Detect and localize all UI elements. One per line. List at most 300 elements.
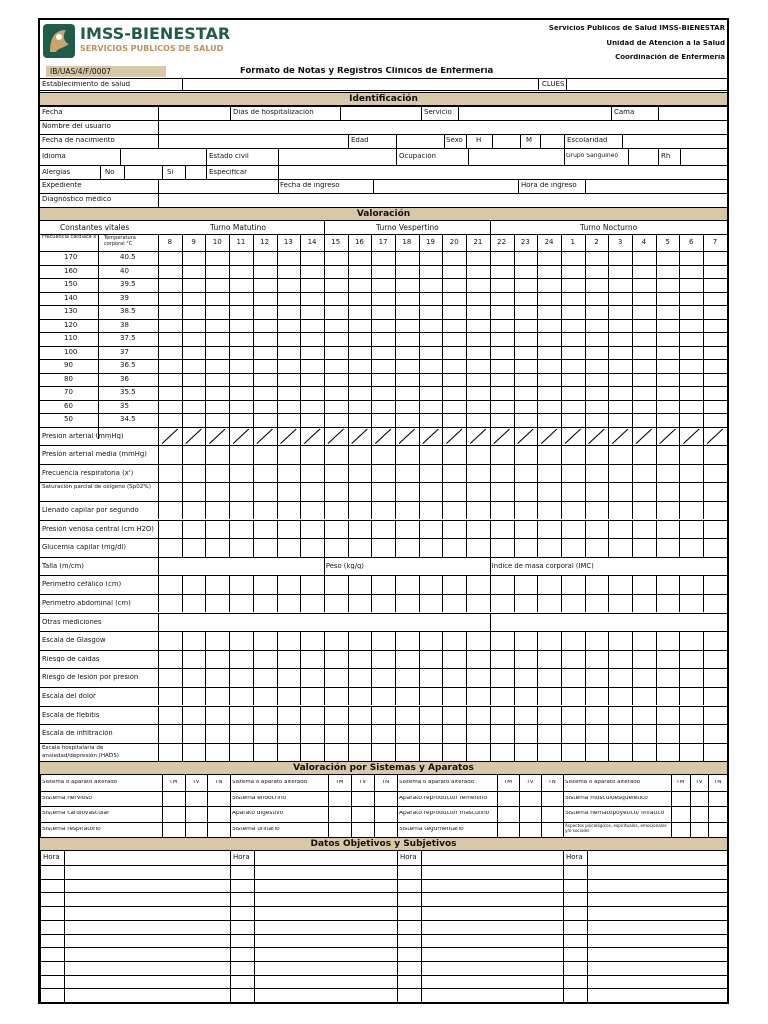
rule-line (324, 445, 325, 464)
logo-title: IMSS-BIENESTAR (80, 26, 231, 42)
rule-line (632, 668, 633, 687)
grupo-input[interactable] (630, 149, 656, 164)
temp-value-37: 37 (120, 348, 129, 356)
rule-line (727, 501, 728, 520)
shift-tv-0: TV (192, 780, 200, 786)
rule-line (608, 687, 609, 706)
rule-line (300, 650, 301, 669)
rule-line (490, 706, 491, 725)
rule-line (229, 668, 230, 687)
rule-line (703, 538, 704, 557)
rule-line (253, 464, 254, 483)
rule-line (158, 743, 159, 762)
rule-line (490, 221, 491, 234)
rule-line (395, 234, 396, 427)
rule-line (253, 687, 254, 706)
rule-line (371, 234, 372, 427)
hour-17: 17 (378, 239, 388, 246)
rule-line (300, 575, 301, 594)
rule-line (374, 775, 375, 837)
rule-line (351, 775, 352, 837)
hour-2: 2 (594, 239, 599, 246)
rule-line (490, 650, 491, 669)
rule-line (537, 538, 538, 557)
hour-16: 16 (354, 239, 364, 246)
fc-value-120: 120 (64, 321, 78, 329)
rule-line (158, 594, 159, 613)
rule-line (656, 668, 657, 687)
rule-line (371, 743, 372, 762)
rule-line (185, 165, 186, 179)
rule-line (444, 134, 445, 148)
rule-line (324, 706, 325, 725)
shift-tv-3: TV (695, 780, 703, 786)
rule-line (466, 706, 467, 725)
hour-1: 1 (570, 239, 575, 246)
temp-value-39: 39 (120, 294, 129, 302)
rule-line (679, 464, 680, 483)
rule-line (324, 575, 325, 594)
param-row-label-17: Escala hospitalaria de ansiedad/depresión (HADS) (42, 744, 119, 759)
ocupacion-input[interactable] (470, 149, 562, 164)
rule-line (727, 650, 728, 669)
rule-line (40, 251, 727, 252)
rule-line (490, 613, 491, 632)
hour-23: 23 (520, 239, 530, 246)
param-row-label-8: Perímetro cefálico (cm) (42, 581, 122, 589)
rule-line (703, 482, 704, 501)
rule-line (371, 538, 372, 557)
rule-line (514, 594, 515, 613)
doc-code: IB/UAS/4/F/0007 (50, 68, 112, 76)
nombre-label: Nombre del usuario (42, 123, 111, 130)
rule-line (679, 575, 680, 594)
rule-line (442, 445, 443, 464)
rule-line (466, 668, 467, 687)
rule-line (182, 594, 183, 613)
rule-line (300, 724, 301, 743)
rule-line (324, 482, 325, 501)
rule-line (40, 90, 727, 91)
idioma-label: Idioma (42, 153, 66, 160)
rule-line (658, 148, 659, 165)
alergias-no-box[interactable] (126, 166, 160, 178)
rule-line (348, 706, 349, 725)
rule-line (182, 724, 183, 743)
param-row-label-12: Riesgo de caídas (42, 655, 100, 663)
rule-line (300, 743, 301, 762)
rule-line (514, 650, 515, 669)
hour-5: 5 (665, 239, 670, 246)
hour-9: 9 (191, 239, 196, 246)
rule-line (727, 538, 728, 557)
hora-label-2: Hora (400, 854, 417, 862)
rule-line (727, 520, 728, 539)
rule-line (206, 148, 207, 165)
rule-line (703, 501, 704, 520)
rule-line (442, 594, 443, 613)
bp-slash-row (158, 427, 727, 446)
rule-line (419, 501, 420, 520)
rule-line (158, 557, 159, 576)
dias-hosp-input[interactable] (342, 107, 419, 119)
fecha-input[interactable] (160, 107, 228, 119)
param-row-label-10: Otras mediciones (42, 618, 102, 626)
fc-header: Frecuencia cardiaca x' (42, 235, 98, 240)
rule-line (537, 743, 538, 762)
rule-line (537, 687, 538, 706)
rule-line (277, 743, 278, 762)
org-line-2: Unidad de Atención a la Salud (606, 40, 725, 47)
sistema-header-0: Sistema o aparato alterado (42, 780, 118, 786)
rule-line (632, 631, 633, 650)
rule-line (300, 706, 301, 725)
rule-line (395, 501, 396, 520)
rule-line (205, 464, 206, 483)
nursing-form-page (38, 18, 729, 1004)
rule-line (253, 650, 254, 669)
rule-line (230, 851, 231, 1002)
rule-line (490, 464, 491, 483)
shift-tn-1: TN (381, 780, 390, 786)
rule-line (419, 687, 420, 706)
rule-line (277, 464, 278, 483)
rule-line (300, 464, 301, 483)
escolaridad-label: Escolaridad (567, 137, 608, 144)
rh-input[interactable] (682, 149, 725, 164)
rule-line (421, 851, 422, 1002)
rule-line (442, 687, 443, 706)
rule-line (608, 650, 609, 669)
sistema-header-1: Sistema o aparato alterado (232, 780, 308, 786)
datos-row-line (40, 975, 727, 976)
rule-line (182, 650, 183, 669)
rule-line (490, 501, 491, 520)
bp-slash (328, 429, 344, 444)
temp-value-34.5: 34.5 (120, 416, 136, 423)
rule-line (622, 134, 623, 148)
hour-11: 11 (236, 239, 246, 246)
rule-line (253, 575, 254, 594)
rule-line (466, 501, 467, 520)
rule-line (656, 650, 657, 669)
rule-line (490, 724, 491, 743)
rule-line (632, 687, 633, 706)
bp-slash (257, 429, 273, 444)
rule-line (703, 575, 704, 594)
fc-value-160: 160 (64, 267, 78, 275)
rule-line (656, 724, 657, 743)
param-row-line (40, 594, 727, 595)
hour-14: 14 (307, 239, 317, 246)
rule-line (253, 538, 254, 557)
rule-line (277, 482, 278, 501)
sistema-label-0-0: Sistema nervioso (42, 795, 92, 801)
rule-line (703, 464, 704, 483)
rule-line (229, 631, 230, 650)
bp-slash (612, 429, 628, 444)
hora-ingreso-input[interactable] (587, 180, 725, 192)
rule-line (421, 106, 422, 120)
bp-slash (636, 429, 652, 444)
rule-line (656, 743, 657, 762)
rule-line (348, 687, 349, 706)
rule-line (442, 234, 443, 427)
rule-line (348, 650, 349, 669)
fc-value-140: 140 (64, 294, 78, 302)
rule-line (395, 687, 396, 706)
valoracion-band (40, 207, 727, 221)
establishment-input[interactable] (185, 79, 535, 89)
bp-slash (683, 429, 699, 444)
rule-line (656, 445, 657, 464)
param-row-line (40, 575, 727, 576)
hour-20: 20 (449, 239, 459, 246)
rule-line (419, 650, 420, 669)
rule-line (40, 346, 727, 347)
rule-line (680, 148, 681, 165)
fecha-ingreso-input[interactable] (375, 180, 515, 192)
rule-line (561, 482, 562, 501)
rule-line (230, 106, 231, 120)
bp-slash (233, 429, 249, 444)
hour-10: 10 (212, 239, 222, 246)
rule-line (396, 134, 397, 148)
sistema-label-0-1: Sistema cardiovascular (42, 811, 110, 817)
rule-line (182, 482, 183, 501)
rule-line (419, 482, 420, 501)
rule-line (158, 234, 159, 427)
hora-label-3: Hora (566, 854, 583, 862)
param-row-line (40, 501, 727, 502)
rule-line (253, 724, 254, 743)
rule-line (442, 520, 443, 539)
rule-line (348, 575, 349, 594)
rule-line (205, 445, 206, 464)
rule-line (492, 134, 493, 148)
rule-line (656, 575, 657, 594)
param-row-line (40, 538, 727, 539)
rule-line (466, 594, 467, 613)
rule-line (230, 775, 231, 837)
rule-line (628, 148, 629, 165)
edad-input[interactable] (398, 135, 442, 147)
especificar-label: Especificar (209, 169, 248, 176)
rule-line (348, 520, 349, 539)
hour-13: 13 (283, 239, 293, 246)
rule-line (40, 373, 727, 374)
rule-line (656, 234, 657, 427)
param-row-label-1: Presión arterial media (mmHg) (42, 451, 147, 458)
hour-18: 18 (402, 239, 412, 246)
rule-line (419, 724, 420, 743)
rule-line (182, 520, 183, 539)
rule-line (679, 743, 680, 762)
rule-line (205, 743, 206, 762)
especificar-input[interactable] (280, 166, 725, 178)
bp-slash (470, 429, 486, 444)
param-row-label-5: Presión venosa central (cm H2O) (42, 525, 154, 533)
rule-line (490, 482, 491, 501)
rule-line (207, 775, 208, 837)
expediente-input[interactable] (160, 180, 275, 192)
rule-line (537, 575, 538, 594)
rule-line (540, 134, 541, 148)
temp-value-39.5: 39.5 (120, 281, 136, 288)
establishment-label: Establecimiento de salud (42, 81, 131, 88)
rule-line (679, 538, 680, 557)
rule-line (727, 482, 728, 501)
rule-line (158, 520, 159, 539)
rule-line (561, 464, 562, 483)
rule-line (254, 851, 255, 1002)
rule-line (324, 501, 325, 520)
rule-line (158, 193, 159, 207)
rule-line (205, 668, 206, 687)
rule-line (679, 234, 680, 427)
rule-line (497, 775, 498, 837)
rule-line (468, 148, 469, 165)
peso-label: Peso (kg/g) (325, 562, 364, 570)
rule-line (229, 724, 230, 743)
rule-line (277, 575, 278, 594)
fecha-nac-label: Fecha de nacimiento (42, 137, 115, 144)
identification-band-title: Identificación (349, 94, 418, 104)
rule-line (585, 464, 586, 483)
fecha-nac-input[interactable] (160, 135, 345, 147)
bp-slash (565, 429, 581, 444)
sexo-m-box[interactable] (542, 135, 562, 147)
rule-line (561, 743, 562, 762)
sistema-label-1-0: Sistema endócrino (232, 795, 287, 801)
escolaridad-input[interactable] (624, 135, 725, 147)
rule-line (229, 706, 230, 725)
rule-line (253, 743, 254, 762)
servicio-input[interactable] (460, 107, 608, 119)
rule-line (608, 464, 609, 483)
expediente-label: Expediente (42, 182, 82, 189)
rule-line (324, 650, 325, 669)
sistema-header-3: Sistema o aparato alterado (565, 780, 641, 786)
idioma-input[interactable] (122, 149, 204, 164)
rule-line (300, 445, 301, 464)
rule-line (277, 594, 278, 613)
datos-row-line (40, 892, 727, 893)
turno-matutino-label: Turno Matutino (210, 224, 267, 232)
temp-value-40: 40 (120, 267, 129, 275)
rule-line (205, 687, 206, 706)
param-row-line (40, 557, 727, 558)
rule-line (158, 706, 159, 725)
rule-line (561, 501, 562, 520)
rule-line (466, 445, 467, 464)
rule-line (158, 687, 159, 706)
fc-value-150: 150 (64, 281, 78, 288)
rule-line (585, 668, 586, 687)
rule-line (632, 445, 633, 464)
param-row-line (40, 445, 727, 446)
rule-line (205, 520, 206, 539)
rule-line (324, 594, 325, 613)
rule-line (490, 575, 491, 594)
datos-row-line (40, 879, 727, 880)
rule-line (229, 501, 230, 520)
rule-line (419, 594, 420, 613)
rule-line (514, 631, 515, 650)
dias-hosp-label: Días de hospitalización (233, 109, 314, 116)
rule-line (679, 445, 680, 464)
rule-line (537, 464, 538, 483)
rule-line (40, 806, 727, 807)
rule-line (300, 687, 301, 706)
rule-line (278, 179, 279, 193)
rule-line (371, 631, 372, 650)
rule-line (40, 775, 41, 837)
rule-line (419, 464, 420, 483)
estado-civil-input[interactable] (280, 149, 394, 164)
rule-line (632, 482, 633, 501)
datos-band (40, 837, 727, 851)
rule-line (671, 775, 672, 837)
rule-line (40, 332, 727, 333)
rule-line (727, 594, 728, 613)
rule-line (182, 687, 183, 706)
rule-line (324, 538, 325, 557)
rule-line (182, 464, 183, 483)
rule-line (395, 464, 396, 483)
rule-line (585, 234, 586, 427)
rule-line (371, 650, 372, 669)
temp-value-40.5: 40.5 (120, 254, 136, 261)
clues-input[interactable] (570, 79, 725, 89)
rule-line (585, 575, 586, 594)
diagnostico-input[interactable] (160, 194, 725, 206)
rule-line (466, 687, 467, 706)
rule-line (442, 706, 443, 725)
rule-line (442, 538, 443, 557)
shift-tm-1: TM (335, 780, 344, 786)
nombre-input[interactable] (160, 121, 725, 133)
rule-line (205, 538, 206, 557)
rule-line (537, 594, 538, 613)
rule-line (229, 464, 230, 483)
fc-value-90: 90 (64, 362, 73, 369)
edad-label: Edad (351, 137, 369, 144)
rule-line (679, 594, 680, 613)
rule-line (561, 706, 562, 725)
alergias-si-box[interactable] (187, 166, 204, 178)
param-row-label-11: Escala de Glasgow (42, 637, 106, 644)
rule-line (442, 501, 443, 520)
rule-line (158, 464, 159, 483)
param-row-label-16: Escala de infiltración (42, 730, 113, 737)
rule-line (520, 134, 521, 148)
rule-line (371, 706, 372, 725)
rule-line (162, 775, 163, 837)
sexo-h-box[interactable] (494, 135, 518, 147)
hora-ingreso-label: Hora de ingreso (521, 182, 577, 189)
rule-line (679, 631, 680, 650)
rule-line (300, 482, 301, 501)
rule-line (229, 743, 230, 762)
rule-line (656, 706, 657, 725)
rule-line (632, 575, 633, 594)
sistema-label-3-2: Aspectos psicológicos, espirituales, emocionales y/o sociales (565, 822, 667, 833)
cama-input[interactable] (660, 107, 725, 119)
rule-line (324, 743, 325, 762)
rule-line (182, 445, 183, 464)
ocupacion-label: Ocupación (399, 153, 437, 160)
